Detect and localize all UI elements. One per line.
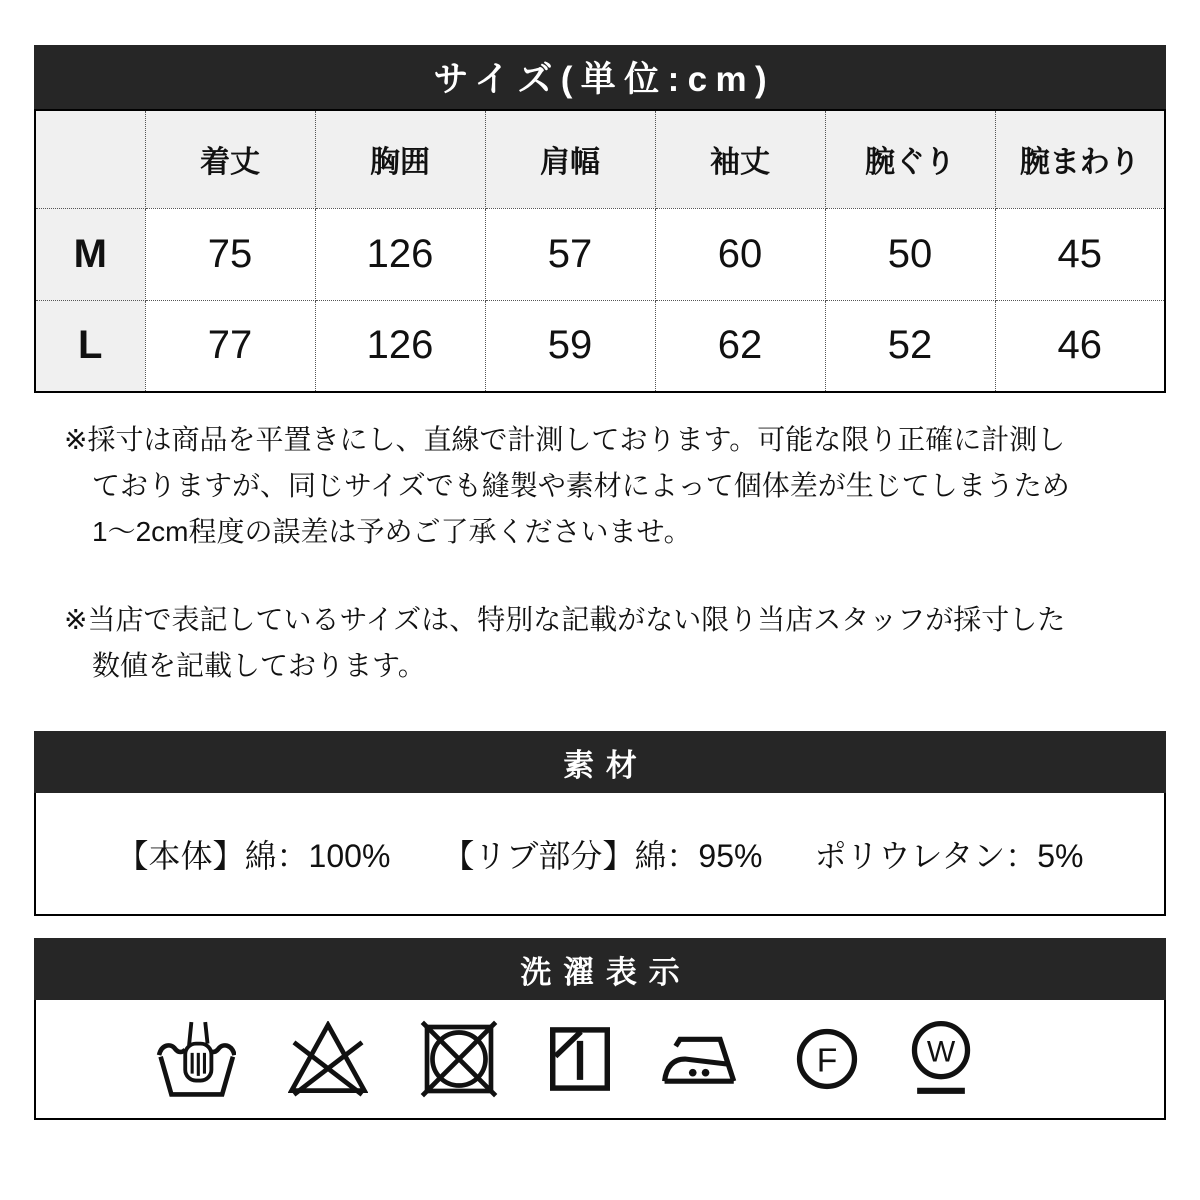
column-header: 胸囲 [315,110,485,208]
do-not-tumble-dry-icon [420,1020,498,1098]
column-header: 着丈 [145,110,315,208]
row-label: L [35,300,145,392]
dry-clean-F-icon [796,1028,858,1090]
material-item-rib: 【リブ部分】綿：95% [442,837,763,874]
note-line: ※採寸は商品を平置きにし、直線で計測しております。可能な限り正確に計測し [64,424,1066,455]
size-chart-infographic [34,0,1166,1120]
cell-value: 45 [995,208,1165,300]
cell-value: 46 [995,300,1165,392]
wet-clean-gentle-W-icon [910,1021,972,1097]
cell-value: 60 [655,208,825,300]
material-composition [34,793,1166,916]
cell-value: 59 [485,300,655,392]
cell-value: 57 [485,208,655,300]
column-header: 袖丈 [655,110,825,208]
cell-value: 62 [655,300,825,392]
row-label: M [35,208,145,300]
note-staff-measured [64,597,1166,689]
cell-value: 126 [315,208,485,300]
iron-medium-icon [662,1032,744,1086]
line-dry-in-shade-icon [550,1027,610,1091]
material-section-title: 素材 [34,731,1166,793]
note-measurement-tolerance [64,417,1166,555]
table-row-size-m [35,208,1165,300]
cell-value: 126 [315,300,485,392]
note-line: ※当店で表記しているサイズは、特別な記載がない限り当店スタッフが採寸した [64,604,1066,635]
material-item-polyurethane: ポリウレタン：5% [814,837,1084,874]
note-line: 数値を記載しております。 [92,650,426,681]
material-item-body: 【本体】綿：100% [116,837,391,874]
cell-value: 77 [145,300,315,392]
care-label-section [34,938,1166,1120]
size-table-corner-cell [35,110,145,208]
note-line: 1〜2cm程度の誤差は予めご了承くださいませ。 [92,516,692,547]
column-header: 腕ぐり [825,110,995,208]
measurement-notes [34,393,1166,689]
cell-value: 52 [825,300,995,392]
table-row-size-l [35,300,1165,392]
cell-value: 50 [825,208,995,300]
hand-wash-icon [156,1020,236,1098]
do-not-bleach-icon [288,1021,368,1097]
wet-clean-letter: W [926,1035,956,1069]
care-section-title: 洗濯表示 [34,938,1166,1000]
size-table-header-row [35,110,1165,208]
note-line: ておりますが、同じサイズでも縫製や素材によって個体差が生じてしまうため [92,470,1070,501]
column-header: 腕まわり [995,110,1165,208]
material-section [34,731,1166,916]
column-header: 肩幅 [485,110,655,208]
care-symbols-row [34,1000,1166,1120]
dry-clean-letter: F [816,1042,838,1080]
size-table [34,109,1166,393]
cell-value: 75 [145,208,315,300]
size-section-title: サイズ(単位:cm) [34,45,1166,109]
